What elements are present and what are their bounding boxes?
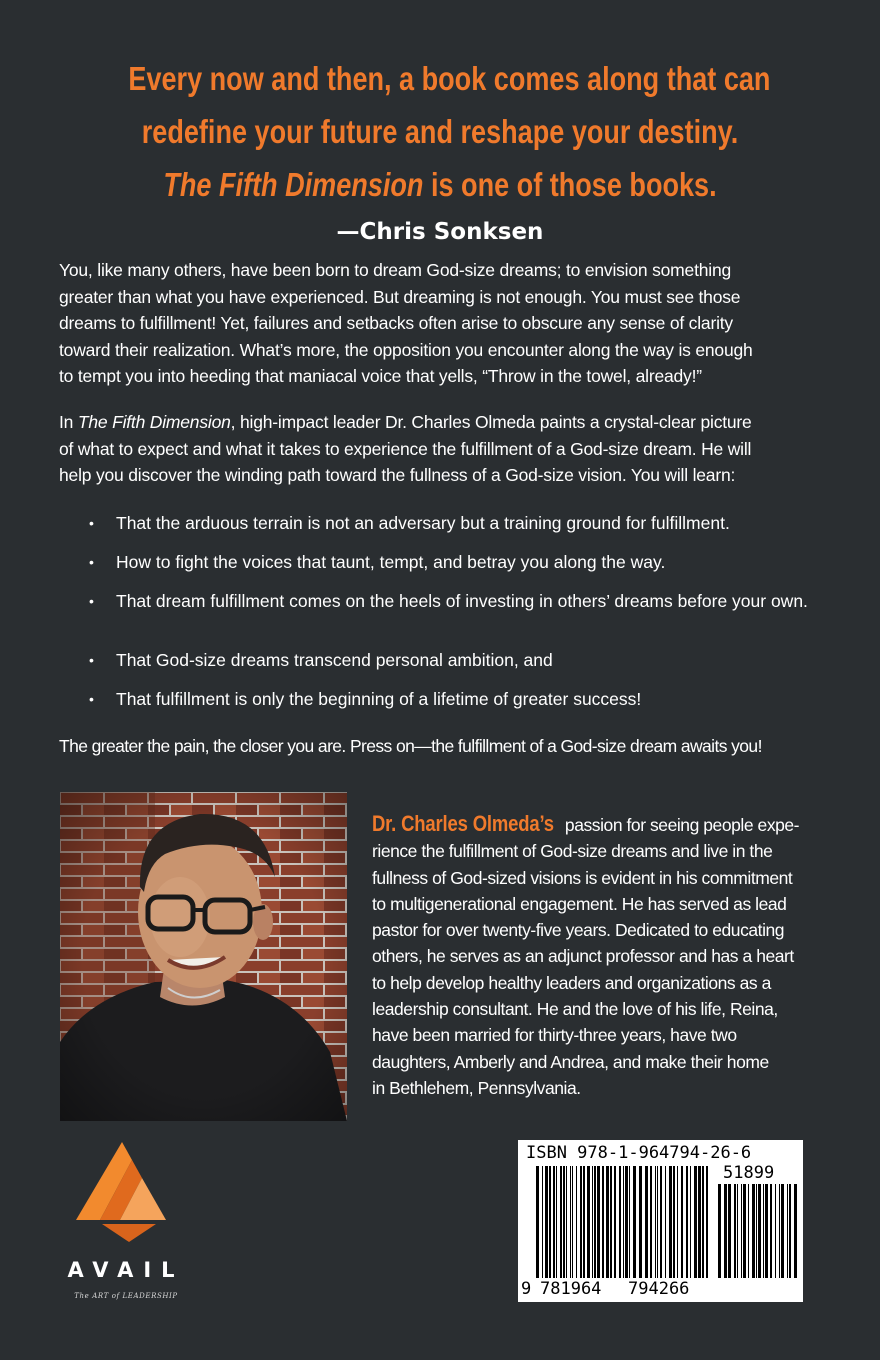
barcode-bar [587,1166,590,1278]
barcode-bar [619,1166,621,1278]
barcode-bar [645,1166,648,1278]
barcode-bar [660,1166,662,1278]
barcode-bar [536,1166,539,1278]
barcode-bar [794,1184,797,1278]
ean-group-1: 781964 [540,1279,602,1299]
paragraph-line-rest: , high-impact leader Dr. Charles Olmeda paints a crystal-clear picture [230,412,752,432]
bio-line: to multigenerational engagement. He has served as lead [372,893,787,914]
barcode-bar [787,1184,788,1278]
quote-line-1: Every now and then, a book comes along that can [128,60,771,97]
barcode-bar [706,1166,708,1278]
author-bio [372,811,822,1101]
barcode-bar [657,1166,658,1278]
barcode-bar [737,1184,738,1278]
barcode-bar [779,1184,780,1278]
paragraph-line: dreams to fulfillment! Yet, failures and setbacks often arise to obscure any sense of clarity [59,313,733,333]
isbn-text: ISBN 978-1-964794-26-6 [526,1143,752,1163]
bullet-icon: • [89,554,94,570]
barcode-bar [665,1166,666,1278]
author-name: Dr. Charles Olmeda’s [372,811,554,836]
barcode-bar [545,1166,548,1278]
barcode-bar [623,1166,624,1278]
barcode-bar [752,1184,755,1278]
author-portrait-illustration [60,792,347,1121]
quote-line-3-rest: is one of those books. [423,166,717,203]
barcode-bar [748,1184,749,1278]
bullet-icon: • [89,593,94,609]
barcode-bar [614,1166,616,1278]
price-code-text: 51899 [723,1163,775,1183]
list-item-text: That dream fulfillment comes on the heels of investing in others’ dreams before your own. [116,591,808,611]
book-title-inline: The Fifth Dimension [77,412,231,432]
barcode-bar [542,1166,543,1278]
barcode-bar [781,1184,784,1278]
bio-line: to help develop healthy leaders and organizations as a [372,972,771,993]
paragraph-line: help you discover the winding path toward the fullness of a God-size vision. You will learn: [59,465,736,485]
barcode-graphic [518,1140,803,1302]
barcode-bar [650,1166,652,1278]
barcode-bar [556,1166,557,1278]
barcode-bar [597,1166,600,1278]
barcode-bar [610,1166,612,1278]
barcode-bar [602,1166,604,1278]
endorsement-quote [128,52,771,211]
barcode-bar [677,1166,678,1278]
barcode-bar [583,1166,585,1278]
publisher-name: AVAIL [67,1258,185,1282]
barcode-bar [734,1184,736,1278]
barcode-bar [690,1166,691,1278]
barcode-bar [770,1184,772,1278]
barcode-bar [560,1166,562,1278]
paragraph-lead: In [59,412,78,432]
barcode-bar [639,1166,642,1278]
list-item-text: How to fight the voices that taunt, tempt, and betray you along the way. [116,552,666,572]
barcode-bar [669,1166,672,1278]
ean-group-2: 794266 [628,1279,690,1299]
bio-line-rest: passion for seeing people expe- [560,815,800,835]
list-item-text: That the arduous terrain is not an adversary but a training ground for fulfillment. [116,513,730,533]
barcode-bar [580,1166,582,1278]
barcode-bar [765,1184,768,1278]
isbn-barcode [518,1140,803,1302]
quote-line-2: redefine your future and reshape your destiny. [141,113,739,150]
bio-line: daughters, Amberly and Andrea, and make their home [372,1051,769,1072]
bio-line: in Bethlehem, Pennsylvania. [372,1077,581,1098]
bio-line: leadership consultant. He and the love of his life, Reina, [372,999,778,1020]
paragraph-line [59,409,820,436]
barcode-bar [681,1166,683,1278]
barcode-bar [758,1184,761,1278]
barcode-bar [724,1184,727,1278]
paragraph-line: greater than what you have experienced. But dreaming is not enough. You must see those [59,286,741,307]
barcode-bar [563,1166,565,1278]
barcode-bar [756,1184,757,1278]
barcode-bar [698,1166,701,1278]
bio-line: others, he serves as an adjunct professor and has a heart [372,946,794,967]
description-paragraph-1 [59,257,820,390]
barcode-bar [694,1166,697,1278]
barcode-bar [553,1166,555,1278]
quote-attribution: —Chris Sonksen [336,219,544,245]
barcode-bar [592,1166,593,1278]
list-item-text: That fulfillment is only the beginning of a lifetime of greater success! [116,689,642,709]
paragraph-line: You, like many others, have been born to dream God-size dreams; to envision something [59,260,732,280]
bio-line: have been married for thirty-three years, have two [372,1025,737,1046]
barcode-bar [633,1166,636,1278]
barcode-bar [741,1184,742,1278]
barcode-bar [728,1184,731,1278]
barcode-bar [718,1184,721,1278]
bio-line [372,811,822,838]
bio-line: rience the fulfillment of God-size dreams and live in the [372,841,773,862]
barcode-bar [686,1166,688,1278]
paragraph-line: to tempt you into heeding that maniacal voice that yells, “Throw in the towel, already!” [59,366,702,386]
barcode-bar [743,1184,746,1278]
author-photo [60,792,347,1121]
publisher-tagline: The ART of LEADERSHIP [74,1292,178,1300]
quote-line-3 [128,158,751,211]
barcode-bar [566,1166,567,1278]
list-item-text: That God-size dreams transcend personal ambition, and [116,650,553,670]
barcode-bar [606,1166,609,1278]
bio-line: fullness of God-sized visions is evident in his commitment [372,867,793,888]
barcode-bar [576,1166,577,1278]
barcode-bar [775,1184,776,1278]
barcode-bar [549,1166,551,1278]
bullet-icon: • [89,691,94,707]
description-paragraph-2 [59,409,820,489]
barcode-bar [625,1166,628,1278]
barcode-bar [629,1166,630,1278]
ean-first-digit: 9 [521,1279,532,1299]
barcode-bar [789,1184,791,1278]
barcode-bar [570,1166,571,1278]
closing-line: The greater the pain, the closer you are. Press on—the fulfillment of a God-size dream awaits you! [59,736,762,756]
barcode-bar [655,1166,656,1278]
barcode-bar [594,1166,596,1278]
book-title: The Fifth Dimension [163,166,424,203]
paragraph-line: toward their realization. What’s more, the opposition you encounter along the way is enough [59,339,753,360]
bullet-icon: • [89,652,94,668]
barcode-bar [572,1166,573,1278]
bio-line: pastor for over twenty-five years. Dedicated to educating [372,920,785,941]
paragraph-line: of what to expect and what it takes to experience the fulfillment of a God-size dream. He will [59,438,752,459]
barcode-bar [673,1166,675,1278]
barcode-bar [702,1166,704,1278]
barcode-bar [763,1184,764,1278]
bullet-icon: • [89,515,94,531]
